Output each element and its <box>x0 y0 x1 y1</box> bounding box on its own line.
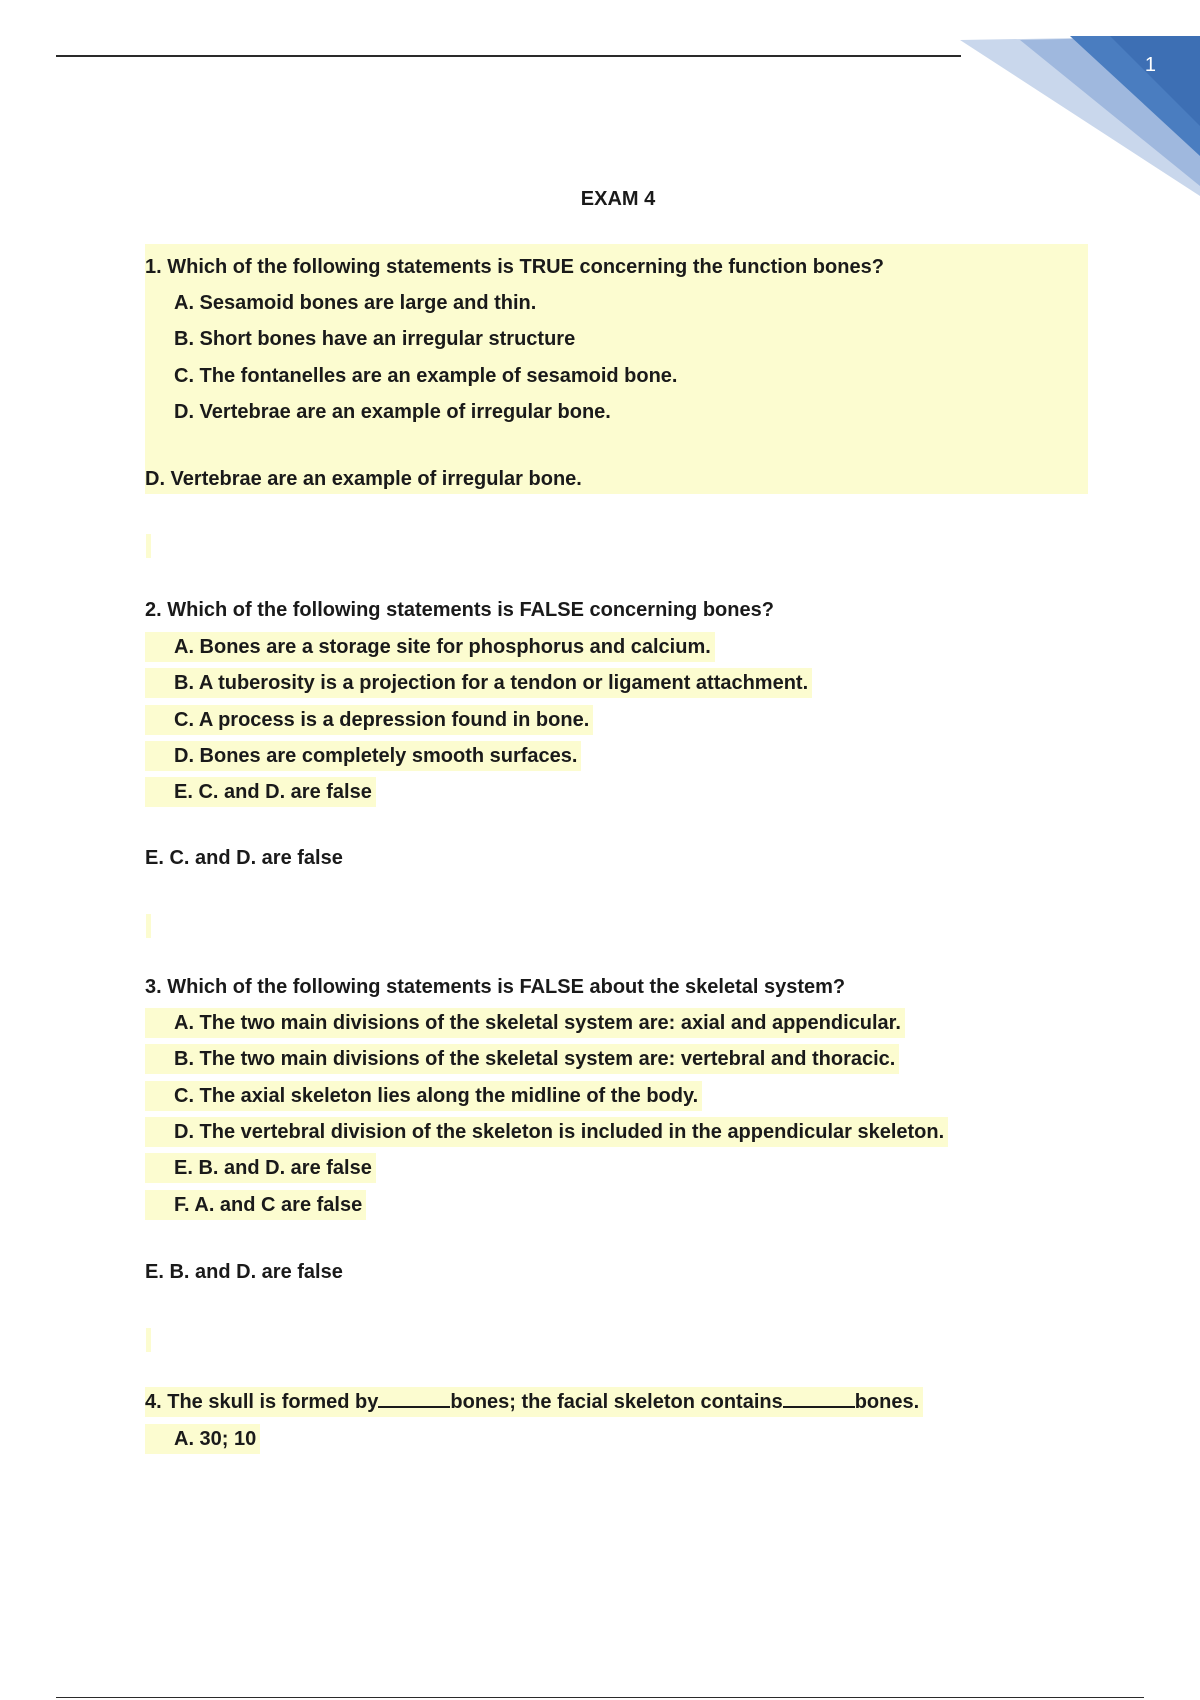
question-3-option-d: D. The vertebral division of the skeleton is included in the appendicular skeleton. <box>145 1117 948 1147</box>
question-3-option-e: E. B. and D. are false <box>145 1153 376 1183</box>
question-1-text: 1. Which of the following statements is TRUE concerning the function bones? <box>145 256 884 278</box>
question-2-option-a: A. Bones are a storage site for phosphorus and calcium. <box>145 632 715 662</box>
fill-in-blank <box>783 1390 855 1408</box>
question-1-option-d: D. Vertebrae are an example of irregular bone. <box>174 401 611 423</box>
page-title: EXAM 4 <box>580 188 656 210</box>
question-1-answer: D. Vertebrae are an example of irregular bone. <box>145 468 582 490</box>
question-2-option-d: D. Bones are completely smooth surfaces. <box>145 741 581 771</box>
question-3-option-c: C. The axial skeleton lies along the midline of the body. <box>145 1081 702 1111</box>
question-3-answer: E. B. and D. are false <box>145 1261 343 1283</box>
question-3-option-b: B. The two main divisions of the skeletal system are: vertebral and thoracic. <box>145 1044 899 1074</box>
fill-in-blank <box>378 1390 450 1408</box>
question-3-option-f: F. A. and C are false <box>145 1190 366 1220</box>
question-2-option-e: E. C. and D. are false <box>145 777 376 807</box>
question-1-option-c: C. The fontanelles are an example of sesamoid bone. <box>174 365 678 387</box>
text-cursor-marker <box>146 534 151 558</box>
question-2-answer: E. C. and D. are false <box>145 847 343 869</box>
question-3-text: 3. Which of the following statements is FALSE about the skeletal system? <box>145 976 846 998</box>
footer-rule <box>56 1697 1144 1698</box>
question-4-option-a: A. 30; 10 <box>145 1424 260 1454</box>
question-4-text-part2: bones; the facial skeleton contains <box>450 1391 783 1413</box>
text-cursor-marker <box>146 1328 151 1352</box>
question-2-option-c: C. A process is a depression found in bone. <box>145 705 593 735</box>
page-number: 1 <box>1144 54 1156 76</box>
corner-decoration <box>960 36 1200 196</box>
question-2-text: 2. Which of the following statements is FALSE concerning bones? <box>145 599 774 621</box>
question-1-option-a: A. Sesamoid bones are large and thin. <box>174 292 537 314</box>
question-4-text <box>145 1387 923 1417</box>
text-cursor-marker <box>146 914 151 938</box>
question-4-text-part3: bones. <box>854 1391 920 1413</box>
header-rule <box>56 55 961 57</box>
question-4-text-part1: 4. The skull is formed by <box>145 1391 379 1413</box>
question-2-option-b: B. A tuberosity is a projection for a tendon or ligament attachment. <box>145 668 812 698</box>
question-3-option-a: A. The two main divisions of the skeletal system are: axial and appendicular. <box>145 1008 905 1038</box>
question-1-option-b: B. Short bones have an irregular structure <box>174 328 576 350</box>
